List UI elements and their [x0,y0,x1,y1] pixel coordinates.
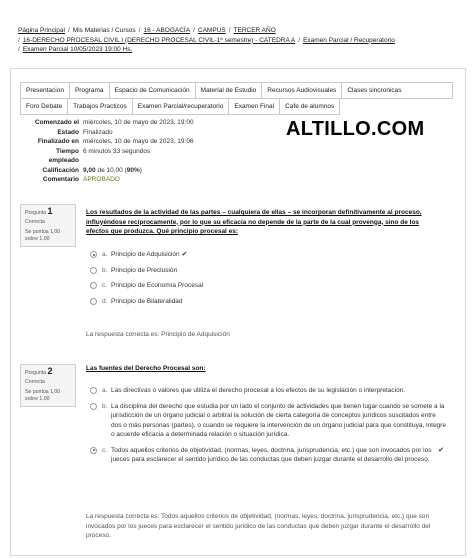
tab-trabajos[interactable]: Trabajos Practicos [67,98,133,115]
check-icon: ✔ [181,251,188,258]
tab-examen-parcial[interactable]: Examen Parcial/recuperatorio [132,98,230,115]
course-tabs [20,82,452,114]
tab-recursos[interactable]: Recursos Audiovisuales [261,82,342,99]
radio-icon[interactable] [90,282,97,289]
grade-value: 9,00 de 10,00 (90%) [83,166,142,174]
question-1-answers [90,250,448,306]
finished-label: Finalizado en [37,138,79,145]
state-value: Finalizado [83,128,113,136]
question-2-number: Pregunta 2 [25,366,53,376]
q1-answer-b[interactable]: b. Principio de Preclusión [90,266,448,276]
state-label: Estado [57,128,79,136]
time-label-2: empleado [48,157,79,164]
question-2-info [20,364,76,407]
time-value: 6 minutos 33 segundos [83,147,151,155]
tab-comunicacion[interactable]: Espacio de Comunicación [109,82,196,99]
tab-examen-final[interactable]: Examen Final [228,98,280,115]
tab-row-2 [20,98,452,114]
tab-clases[interactable]: Clases sincronicas [341,82,453,99]
breadcrumb-link-exam-section[interactable]: Examen Parcial / Recuperatorio [303,36,395,44]
comment-value: APROBADO [83,176,120,183]
breadcrumb-link-abogacia[interactable]: 16 - ABOGACÍA [143,27,191,34]
grade-label: Calificación [42,166,79,174]
attempt-summary [20,118,280,185]
started-value: miércoles, 10 de mayo de 2023, 19:00 [83,119,194,126]
q2-answer-b[interactable]: b. La disciplina del derecho que estudia por un lado el conjunto de actividades que tienen lugar cuando se somete a la jurisdicción de un órgano judicial o arbitral la solución de cierta categoría de conceptos jurídicos suscitados entre dos o más personas (partes), o cuando se requiere la intervención de un órgano judicial para que constituya, integre o acuerde eficacia a determinada relación o situación jurídica. [90,402,448,440]
radio-icon[interactable] [90,298,97,305]
breadcrumb: Página Principal / Mis Materias / Cursos / 16 - ABOGACÍA / CAMPUS / TERCER AÑO / 16-DERECHO PROCESAL CIVIL I (DERECHO PROCESAL CIVIL-1º semestre) - CATEDRA A / Examen Parcial / Recuperatorio / Examen Parcial 10/05/2023 19:00 Hs. [18,27,395,53]
tab-row-1 [20,82,452,98]
question-1-number: Pregunta 1 [25,206,53,216]
tab-programa[interactable]: Programa [69,82,110,99]
breadcrumb-link-campus[interactable]: CAMPUS [197,27,226,34]
q2-answer-c[interactable]: c. Todos aquellos criterios de objetividad, (normas, leyes, doctrina, jurisprudencia, etc.) que son invocados por los jueces para esclarecer el sentido jurídico de las conductas que deben juzgar durante el desarrollo del proceso. ✔ [90,446,448,465]
tab-cafe[interactable]: Cafe de alumnos [279,98,340,115]
tab-material[interactable]: Material de Estudio [195,82,263,99]
tab-foro[interactable]: Foro Debate [20,98,68,115]
breadcrumb-link-home[interactable]: Página Principal [18,27,65,34]
question-1-text: Los resultados de la actividad de las partes – cualquiera de ellas – se incorporan definitivamente al proceso, influyéndose recíprocamente, por lo que su eficacia no depende de la parte de la cual provenga, sino de los efectos que produzca. Qué principio procesal es: [86,209,422,235]
question-2-text: Las fuentes del Derecho Procesal son: [86,365,206,372]
radio-selected-icon[interactable] [90,251,97,258]
q1-answer-d[interactable]: d. Principio de Bilateralidad [90,297,448,307]
question-2-feedback: La respuesta correcta es: Todos aquellos criterios de objetividad, (normas, leyes, doctrina, jurisprudencia, etc.) que son invocados por los jueces para esclarecer el sentido jurídico de las conductas que deben juzgar durante el desarrollo del proceso. [86,513,431,539]
breadcrumb-link-year[interactable]: TERCER AÑO [233,27,276,34]
question-1-state: Correcta [25,219,45,225]
radio-icon[interactable] [90,267,97,274]
question-1-info [20,204,76,247]
watermark-logo: ALTILLO.COM [286,118,425,140]
question-2-mark: Se puntúa 1,00 sobre 1,00 [25,389,61,402]
question-2-answers [90,386,448,465]
q1-answer-c[interactable]: c. Principio de Economía Procesal [90,281,448,291]
check-icon: ✔ [438,446,444,454]
breadcrumb-item-courses: Mis Materias / Cursos [72,27,136,34]
started-label: Comenzado el [34,119,79,126]
question-1-mark: Se puntúa 1,00 sobre 1,00 [25,229,61,242]
q1-answer-a[interactable]: a. Principio de Adquisición ✔ [90,250,448,260]
time-label: Tiempo [56,147,79,155]
radio-selected-icon[interactable] [90,447,97,454]
breadcrumb-link-exam[interactable]: Examen Parcial 10/05/2023 19:00 Hs. [22,46,133,53]
radio-icon[interactable] [90,387,97,394]
question-2-state: Correcta [25,379,45,385]
q2-answer-a[interactable]: a. Las directivas o valores que utiliza el derecho procesal a los efectos de su legislación o interpretación. [90,386,448,396]
question-1-feedback: La respuesta correcta es: Principio de Adquisición [86,331,230,338]
radio-icon[interactable] [90,403,97,410]
tab-presentacion[interactable]: Presentacion [20,82,70,99]
breadcrumb-link-course[interactable]: 16-DERECHO PROCESAL CIVIL I (DERECHO PROCESAL CIVIL-1º semestre) - CATEDRA A [22,36,296,44]
comment-label: Comentario [42,176,79,183]
finished-value: miércoles, 10 de mayo de 2023, 19:06 [83,138,194,145]
